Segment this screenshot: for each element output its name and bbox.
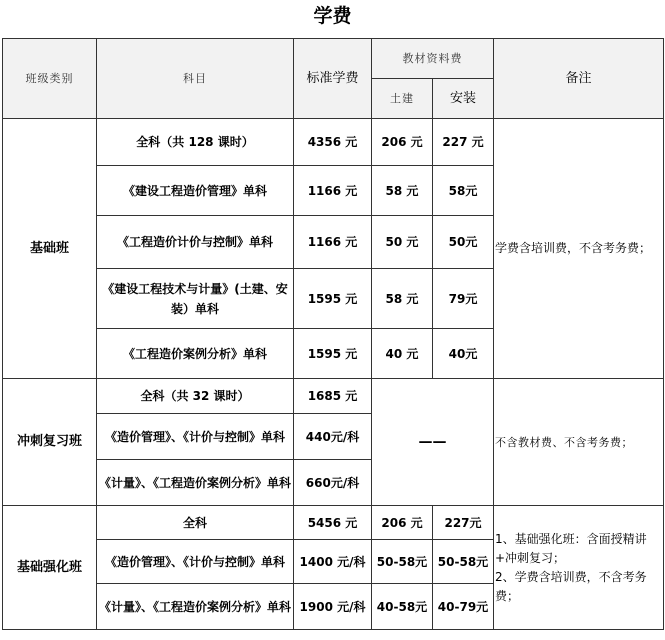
install-fee-cell: 50-58元 xyxy=(433,540,494,584)
fee-cell: 440元/科 xyxy=(294,414,372,460)
fee-cell: 1166 元 xyxy=(294,166,372,216)
category-intensive: 基础强化班 xyxy=(3,506,97,630)
remark-sprint: 不含教材费、不含考务费； xyxy=(494,379,664,506)
subject-cell: 《建设工程造价管理》单科 xyxy=(97,166,294,216)
install-fee-cell: 227元 xyxy=(433,506,494,540)
fee-cell: 1166 元 xyxy=(294,216,372,269)
install-fee-cell: 227 元 xyxy=(433,119,494,166)
tuition-table xyxy=(2,38,664,630)
material-fee-none: —— xyxy=(372,379,494,506)
header-standard-fee: 标准学费 xyxy=(294,39,372,119)
header-subject: 科目 xyxy=(97,39,294,119)
install-fee-cell: 40-79元 xyxy=(433,584,494,630)
header-remarks: 备注 xyxy=(494,39,664,119)
fee-cell: 4356 元 xyxy=(294,119,372,166)
subject-cell: 《建设工程技术与计量》(土建、安装）单科 xyxy=(97,269,294,329)
civil-fee-cell: 40-58元 xyxy=(372,584,433,630)
install-fee-cell: 58元 xyxy=(433,166,494,216)
remark-basic: 学费含培训费，不含考务费； xyxy=(494,119,664,379)
install-fee-cell: 40元 xyxy=(433,329,494,379)
subject-cell: 《造价管理》、《计价与控制》单科 xyxy=(97,540,294,584)
subject-cell: 《工程造价计价与控制》单科 xyxy=(97,216,294,269)
category-sprint: 冲刺复习班 xyxy=(3,379,97,506)
civil-fee-cell: 40 元 xyxy=(372,329,433,379)
civil-fee-cell: 58 元 xyxy=(372,269,433,329)
category-basic: 基础班 xyxy=(3,119,97,379)
fee-cell: 1595 元 xyxy=(294,269,372,329)
remark-line: 1、基础强化班：含面授精讲+冲刺复习； xyxy=(495,531,647,565)
subject-cell: 《计量》、《工程造价案例分析》单科 xyxy=(97,460,294,506)
civil-fee-cell: 206 元 xyxy=(372,506,433,540)
civil-fee-cell: 50-58元 xyxy=(372,540,433,584)
subject-cell: 《计量》、《工程造价案例分析》单科 xyxy=(97,584,294,630)
install-fee-cell: 79元 xyxy=(433,269,494,329)
civil-fee-cell: 58 元 xyxy=(372,166,433,216)
header-material-fee: 教材资料费 xyxy=(372,39,494,79)
page-title: 学费 xyxy=(313,5,352,27)
subject-cell: 全科（共 32 课时） xyxy=(97,379,294,414)
subject-cell: 全科（共 128 课时） xyxy=(97,119,294,166)
fee-cell: 1595 元 xyxy=(294,329,372,379)
fee-cell: 1685 元 xyxy=(294,379,372,414)
install-fee-cell: 50元 xyxy=(433,216,494,269)
fee-cell: 1400 元/科 xyxy=(294,540,372,584)
remark-line: 2、学费含培训费，不含考务费； xyxy=(495,569,647,603)
civil-fee-cell: 206 元 xyxy=(372,119,433,166)
subject-cell: 《造价管理》、《计价与控制》单科 xyxy=(97,414,294,460)
subject-cell: 全科 xyxy=(97,506,294,540)
header-civil: 土建 xyxy=(372,79,433,119)
fee-cell: 1900 元/科 xyxy=(294,584,372,630)
fee-cell: 5456 元 xyxy=(294,506,372,540)
remark-intensive xyxy=(494,506,664,630)
subject-cell: 《工程造价案例分析》单科 xyxy=(97,329,294,379)
header-install: 安装 xyxy=(433,79,494,119)
header-class-type: 班级类别 xyxy=(3,39,97,119)
civil-fee-cell: 50 元 xyxy=(372,216,433,269)
fee-cell: 660元/科 xyxy=(294,460,372,506)
